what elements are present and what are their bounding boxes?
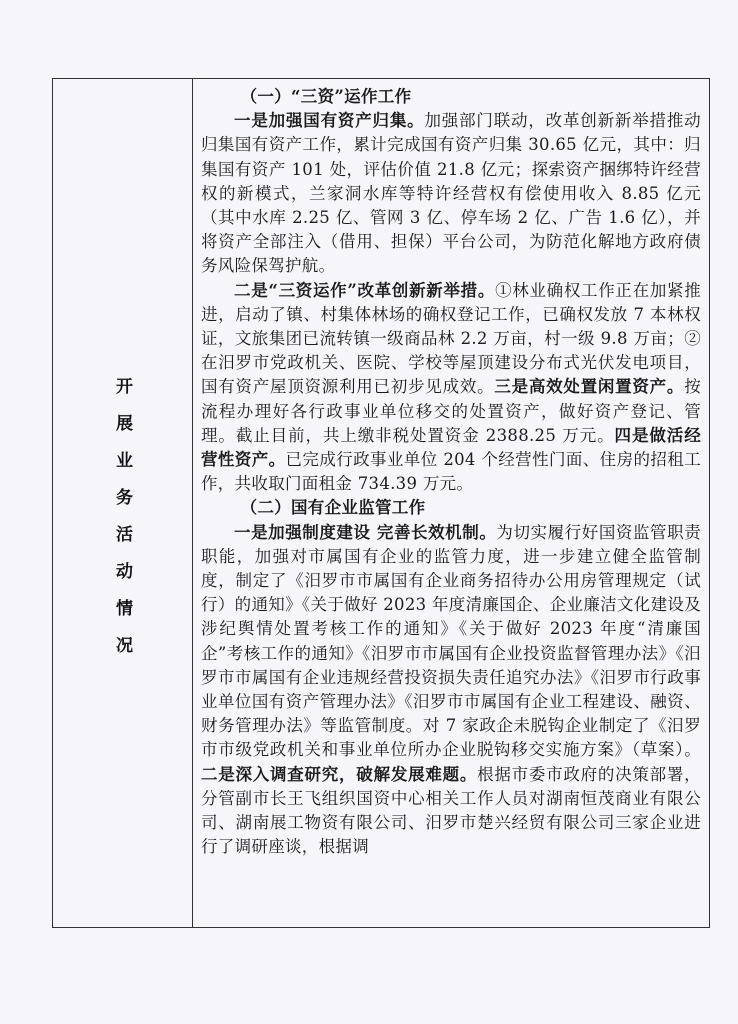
section-1-lead-4: 四是做活经营性资产。 xyxy=(201,425,702,470)
report-table xyxy=(52,78,710,928)
section-1-body-1: 加强部门联动，改革创新新举措推动归集国有资产工作，累计完成国有资产归集 30.65 亿元，其中：归集国有资产 101 处，评估价值 21.8 亿元；探索资产捆绑特许经营权的新模式，兰家洞水库等特许经营权有偿使用收入 8.85 亿元（其中水库 2.25 亿、管网 3 亿、停车场 2 亿、广告 1.6 亿），并将资产全部注入（借用、担保）平台公司，为防范化解地方政府债务风险保驾护航。 xyxy=(201,111,701,276)
section-2-body-2: 根据市委市政府的决策部署，分管副市长王飞组织国资中心相关工作人员对湖南恒茂商业有限公司、湖南展工物资有限公司、汨罗市楚兴经贸有限公司三家企业进行了调研座谈，根据调 xyxy=(201,764,701,857)
content-cell xyxy=(201,85,701,860)
row-label: 开展业务活动情况 xyxy=(112,377,132,673)
section-1-paragraph-1 xyxy=(201,109,701,278)
column-divider xyxy=(192,79,193,927)
row-label-cell xyxy=(53,79,192,927)
section-1-body-4: 已完成行政事业单位 204 个经营性门面、住房的招租工作，共收取门面租金 734.39 万元。 xyxy=(201,450,702,494)
section-1-lead-1: 一是加强国有资产归集。 xyxy=(234,111,425,131)
section-1-body-2: ①林业确权工作正在加紧推进，启动了镇、村集体林场的确权登记工作，已确权发放 7 本林权证，文旅集团已流转镇一级商品林 2.2 万亩，村一级 9.8 万亩；②在汨罗市党政机关、医院、学校等屋顶建设分布式光伏发电项目，国有资产屋顶资源利用已初步见成效。 xyxy=(201,280,702,397)
section-1-lead-2: 二是“三资运作”改革创新新举措。 xyxy=(234,280,496,300)
section-1-body-3: 按流程办理好各行政事业单位移交的处置资产，做好资产登记、管理。截止目前，共上缴非税处置资金 2388.25 万元。 xyxy=(201,377,701,445)
section-2-paragraph-1 xyxy=(201,521,701,860)
section-2-lead-2: 二是深入调查研究，破解发展难题。 xyxy=(201,764,478,784)
section-1-title: （一）“三资”运作工作 xyxy=(240,87,412,106)
section-1-lead-3: 三是高效处置闲置资产。 xyxy=(494,377,685,397)
section-1-paragraph-2 xyxy=(201,279,701,497)
section-2-title: （二）国有企业监管工作 xyxy=(240,498,426,518)
section-2-lead-1: 一是加强制度建设 完善长效机制。 xyxy=(234,522,497,542)
section-2-body-1: 为切实履行好国资监管职责职能，加强对市属国有企业的监管力度，进一步建立健全监管制度，制定了《汨罗市市属国有企业商务招待办公用房管理规定（试行）的通知》《关于做好 2023 年度清廉国企、企业廉洁文化建设及涉纪舆情处置考核工作的通知》《关于做好 2023 年度“清廉国企”考核工作的通知》《汨罗市市属国有企业投资监督管理办法》《汨罗市市属国有企业违规经营投资损失责任追究办法》《汨罗市行政事业单位国有资产管理办法》《汨罗市市属国有企业工程建设、融资、财务管理办法》等监管制度。对 7 家政企未脱钩企业制定了《汨罗市市级党政机关和事业单位所办企业脱钩移交实施方案》（草案）。 xyxy=(201,522,701,760)
